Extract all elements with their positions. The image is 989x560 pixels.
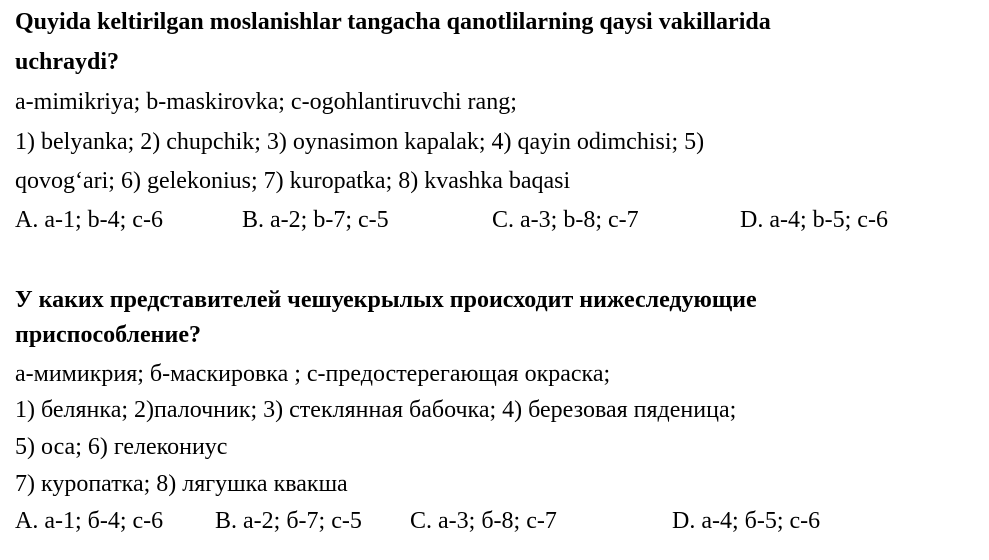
ru-items-line-2: 5) оса; 6) гелекониус: [15, 434, 228, 460]
uz-option-b: B. a-2; b-7; c-5: [242, 207, 389, 233]
uz-items-line-1: 1) belyanka; 2) chupchik; 3) oynasimon kapalak; 4) qayin odimchisi; 5): [15, 129, 705, 155]
ru-option-a: A. а-1; б-4; с-6: [15, 508, 164, 534]
ru-question-line-1: У каких представителей чешуекрылых происходит нижеследующие: [15, 287, 757, 313]
ru-items-line-1: 1) белянка; 2)палочник; 3) стеклянная бабочка; 4) березовая пяденица;: [15, 397, 737, 423]
uz-question-line-2: uchraydi?: [15, 49, 120, 75]
ru-option-d: D. а-4; б-5; с-6: [672, 508, 821, 534]
ru-items-line-3: 7) куропатка; 8) лягушка квакша: [15, 471, 348, 497]
uz-option-a: A. a-1; b-4; c-6: [15, 207, 163, 233]
ru-option-c: C. а-3; б-8; с-7: [410, 508, 557, 534]
uz-option-d: D. a-4; b-5; c-6: [740, 207, 888, 233]
uz-option-c: C. a-3; b-8; c-7: [492, 207, 639, 233]
uz-question-line-1: Quyida keltirilgan moslanishlar tangacha qanotlilarning qaysi vakillarida: [15, 9, 771, 35]
ru-question-line-2: приспособление?: [15, 322, 201, 348]
uz-adaptations: a-mimikriya; b-maskirovka; c-ogohlantiruvchi rang;: [15, 89, 517, 115]
ru-option-b: B. а-2; б-7; с-5: [215, 508, 362, 534]
ru-adaptations: а-мимикрия; б-маскировка ; с-предостерегающая окраска;: [15, 361, 611, 387]
uz-items-line-2: qovog‘ari; 6) gelekonius; 7) kuropatka; 8) kvashka baqasi: [15, 168, 571, 194]
